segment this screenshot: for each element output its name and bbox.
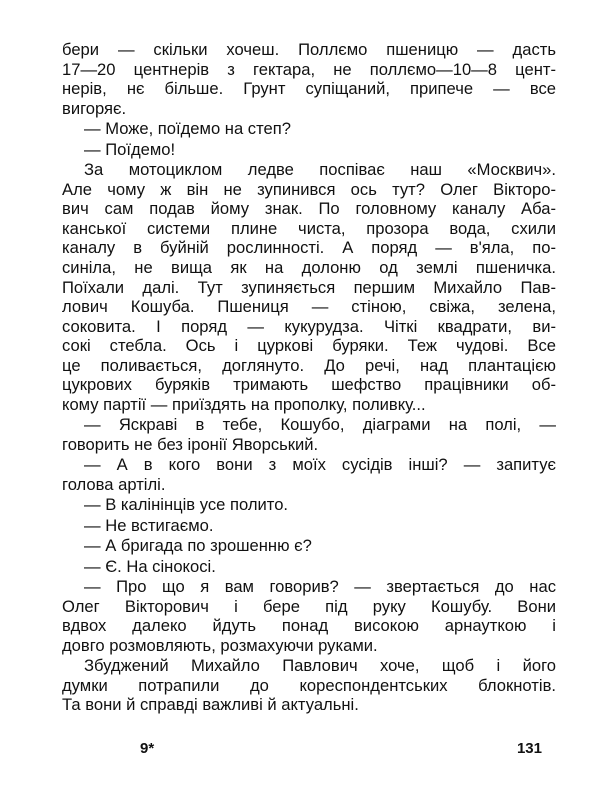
paragraph [62, 536, 556, 556]
printer-signature-mark: 9* [140, 740, 155, 757]
text-line: За мотоциклом ледве поспіває наш «Москвич». [84, 159, 556, 179]
paragraph [62, 415, 556, 454]
text-line: вигоряє. [62, 98, 127, 118]
text-line: нерів, нє більше. Грунт супіщаний, припече — все [62, 79, 556, 99]
paragraph [62, 119, 556, 139]
text-line: Олег Вікторович і бере під руку Кошубу. Вони [62, 596, 556, 616]
text-line: — Може, поїдемо на степ? [84, 119, 291, 139]
text-line: сокі стебла. Ось і цуркові буряки. Теж чудові. Все [62, 336, 556, 356]
paragraph [62, 495, 556, 515]
text-line: — Яскраві в тебе, Кошубо, діаграми на полі, — [84, 415, 556, 435]
text-line: соковита. І поряд — кукурудза. Чіткі квадрати, ви- [62, 316, 556, 336]
text-line: Але чому ж він не зупинився ось тут? Олег Вікторо- [62, 179, 556, 199]
text-line: це поливається, доглянуто. До речі, над плантацією [62, 355, 556, 375]
text-line: — В калінінців усе полито. [84, 495, 289, 515]
text-line: — Про що я вам говорив? — звертається до нас [84, 577, 556, 596]
text-line: вдвох далеко йдуть понад високою арнауткою і [62, 616, 556, 636]
text-line: цукрових буряків тримають шефство працівники об- [62, 375, 556, 395]
paragraph [62, 40, 556, 118]
text-line: — А в кого вони з моїх сусідів інші? — запитує [84, 455, 556, 475]
text-line: — А бригада по зрошенню є? [84, 536, 312, 556]
text-line: 17—20 центнерів з гектара, не поллємо—10—8 цент- [62, 59, 556, 79]
paragraph [62, 577, 556, 655]
text-line: лович Кошуба. Пшениця — стіною, свіжа, зелена, [62, 297, 556, 317]
text-line: говорить не без іронії Яворський. [62, 435, 319, 455]
text-line: Збуджений Михайло Павлович хоче, щоб і його [84, 656, 556, 676]
text-line: Поїхали далі. Тут зупиняється першим Михайло Пав- [62, 277, 556, 297]
text-line: — Не встигаємо. [84, 515, 214, 535]
paragraph [62, 140, 556, 160]
paragraph [62, 160, 556, 415]
text-line: канської системи плине чиста, прозора вода, схили [62, 218, 556, 238]
text-line: думки потрапили до кореспондентських блокнотів. [62, 675, 556, 695]
text-line: кому партії — приїздять на прополку, поливку... [62, 395, 426, 415]
paragraph [62, 557, 556, 577]
paragraph [62, 516, 556, 536]
paragraph [62, 656, 556, 715]
text-line: голова артілі. [62, 475, 166, 495]
paragraph [62, 455, 556, 494]
text-line: довго розмовляють, розмахуючи руками. [62, 635, 378, 655]
text-line: вич сам подав йому знак. По головному каналу Аба- [62, 199, 556, 219]
book-page [62, 40, 556, 716]
text-line: Та вони й справді важливі й актуальні. [62, 695, 359, 715]
text-line: — Є. На сінокосі. [84, 556, 216, 576]
text-line: бери — скільки хочеш. Поллємо пшеницю — дасть [62, 40, 556, 59]
page-number: 131 [516, 740, 542, 757]
text-line: синіла, не вища як на долоню од землі пшеничка. [62, 257, 556, 277]
text-line: каналу в буйній рослинності. А поряд — в'яла, по- [62, 238, 556, 258]
text-line: — Поїдемо! [84, 139, 176, 159]
